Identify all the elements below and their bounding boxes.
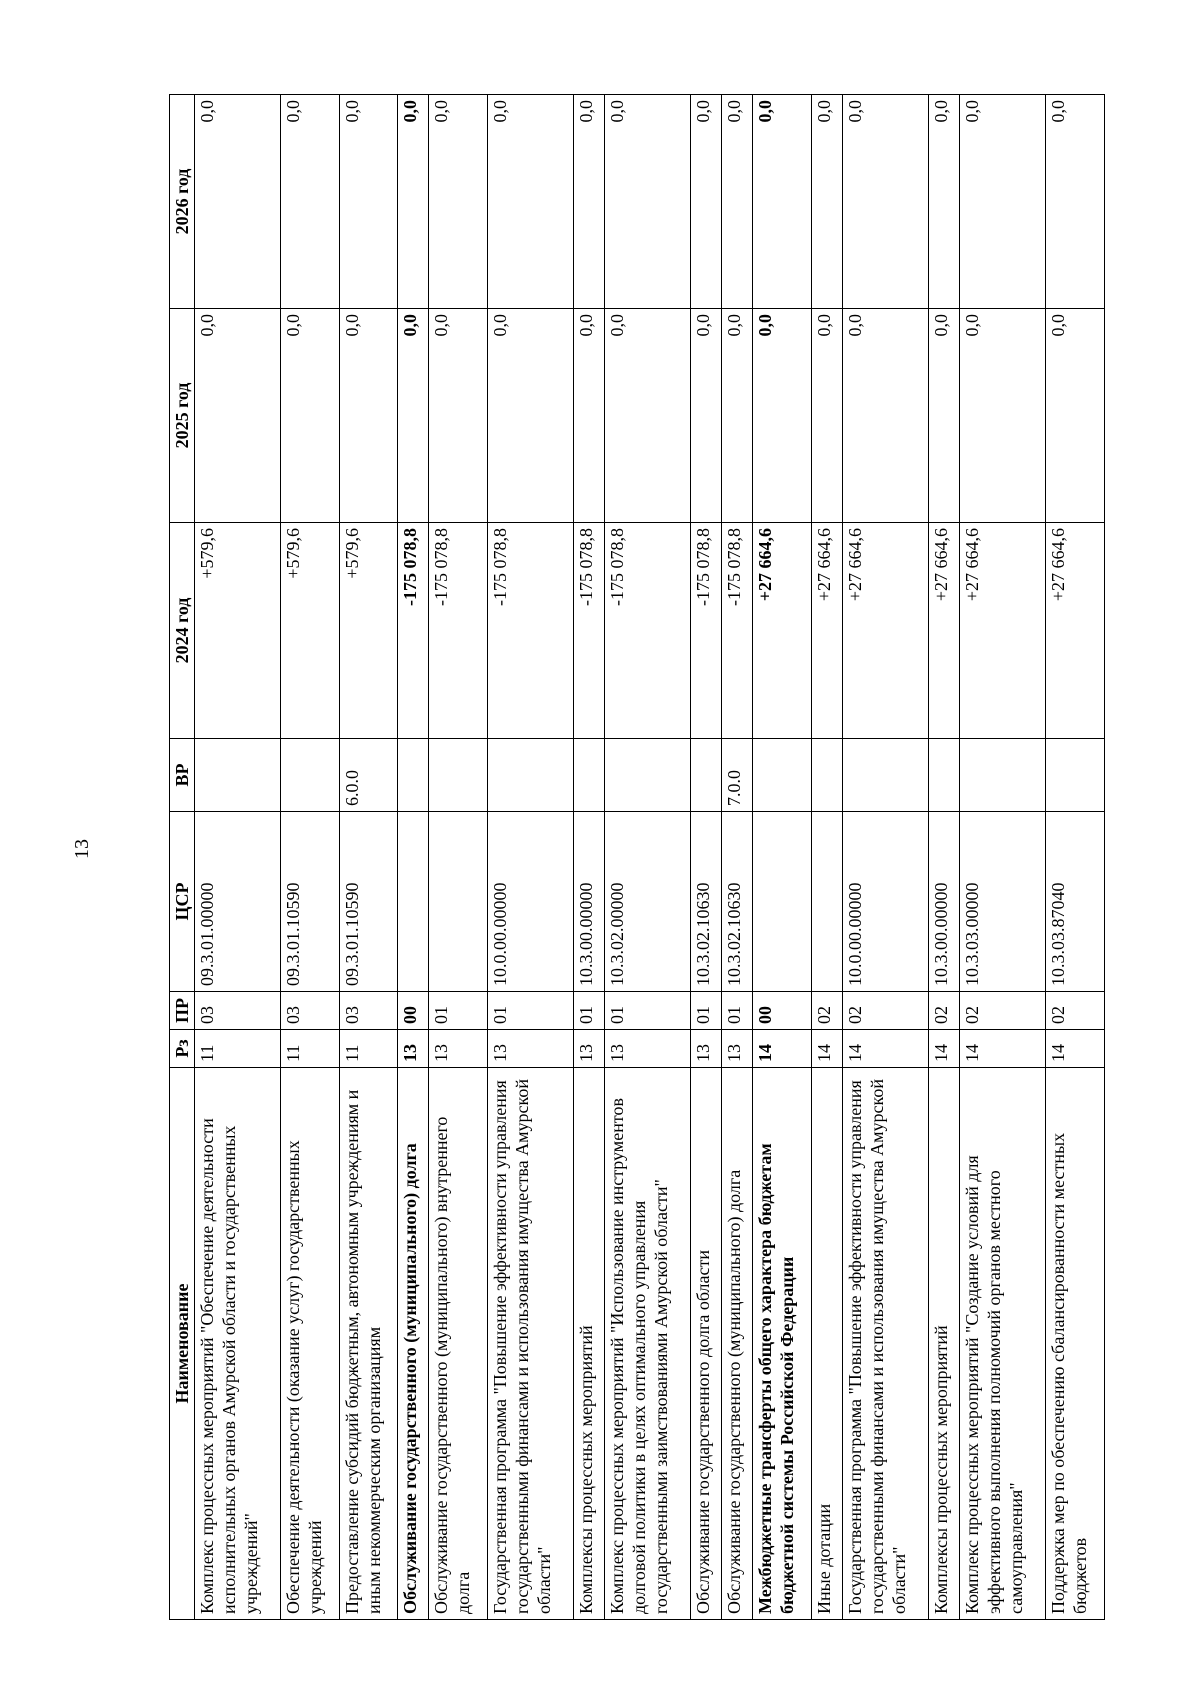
table-row [281, 95, 340, 1620]
table-row [753, 95, 812, 1620]
cell-2025: 0,0 [843, 309, 929, 523]
header-pr: ПР [170, 992, 195, 1030]
cell-2026: 0,0 [691, 95, 722, 309]
cell-2026: 0,0 [573, 95, 604, 309]
cell-vr [929, 739, 960, 812]
cell-pr: 02 [811, 992, 842, 1030]
cell-pr: 03 [281, 992, 340, 1030]
table-row [1046, 95, 1105, 1620]
cell-name: Поддержка мер по обеспечению сбалансированности местных бюджетов [1046, 1068, 1105, 1620]
table-body [195, 95, 1105, 1620]
cell-csr: 10.3.03.87040 [1046, 812, 1105, 992]
cell-pr: 01 [429, 992, 488, 1030]
cell-rz: 13 [691, 1030, 722, 1068]
cell-2024: -175 078,8 [398, 523, 429, 739]
rotated-table-container [169, 95, 1105, 1620]
cell-2026: 0,0 [339, 95, 398, 309]
cell-csr: 10.3.02.00000 [605, 812, 691, 992]
cell-vr [429, 739, 488, 812]
cell-csr [429, 812, 488, 992]
table-header-row [170, 95, 195, 1620]
cell-2024: +27 664,6 [843, 523, 929, 739]
cell-2024: -175 078,8 [605, 523, 691, 739]
cell-csr: 10.3.02.10630 [722, 812, 753, 992]
cell-2024: +579,6 [195, 523, 281, 739]
table-row [429, 95, 488, 1620]
page-number: 13 [71, 839, 93, 859]
cell-rz: 13 [573, 1030, 604, 1068]
header-csr: ЦСР [170, 812, 195, 992]
cell-csr: 10.3.00.00000 [929, 812, 960, 992]
cell-csr [753, 812, 812, 992]
table-row [339, 95, 398, 1620]
cell-rz: 14 [929, 1030, 960, 1068]
table-row [487, 95, 573, 1620]
cell-csr [811, 812, 842, 992]
cell-pr: 02 [1046, 992, 1105, 1030]
cell-vr [960, 739, 1046, 812]
cell-csr: 10.3.03.00000 [960, 812, 1046, 992]
cell-csr: 10.3.00.00000 [573, 812, 604, 992]
cell-2025: 0,0 [811, 309, 842, 523]
cell-2024: +27 664,6 [753, 523, 812, 739]
cell-2026: 0,0 [722, 95, 753, 309]
cell-vr [195, 739, 281, 812]
table-row [691, 95, 722, 1620]
cell-2025: 0,0 [722, 309, 753, 523]
table-row [195, 95, 281, 1620]
header-vr: ВР [170, 739, 195, 812]
cell-csr: 10.0.00.00000 [843, 812, 929, 992]
cell-rz: 13 [605, 1030, 691, 1068]
cell-pr: 03 [195, 992, 281, 1030]
table-row [398, 95, 429, 1620]
cell-csr [398, 812, 429, 992]
cell-2026: 0,0 [753, 95, 812, 309]
cell-2026: 0,0 [843, 95, 929, 309]
cell-vr [487, 739, 573, 812]
cell-2025: 0,0 [605, 309, 691, 523]
cell-vr [843, 739, 929, 812]
cell-vr: 6.0.0 [339, 739, 398, 812]
cell-vr [753, 739, 812, 812]
cell-name: Комплексы процессных мероприятий [573, 1068, 604, 1620]
cell-2026: 0,0 [811, 95, 842, 309]
cell-name: Обслуживание государственного долга области [691, 1068, 722, 1620]
cell-pr: 01 [605, 992, 691, 1030]
cell-2024: +27 664,6 [960, 523, 1046, 739]
cell-rz: 11 [195, 1030, 281, 1068]
cell-2025: 0,0 [339, 309, 398, 523]
cell-pr: 02 [960, 992, 1046, 1030]
header-2024: 2024 год [170, 523, 195, 739]
table-row [929, 95, 960, 1620]
cell-rz: 14 [960, 1030, 1046, 1068]
cell-pr: 01 [691, 992, 722, 1030]
cell-2026: 0,0 [195, 95, 281, 309]
header-name: Наименование [170, 1068, 195, 1620]
cell-rz: 13 [722, 1030, 753, 1068]
cell-rz: 14 [1046, 1030, 1105, 1068]
cell-vr [398, 739, 429, 812]
header-2026: 2026 год [170, 95, 195, 309]
cell-rz: 13 [398, 1030, 429, 1068]
table-row [605, 95, 691, 1620]
table-row [843, 95, 929, 1620]
cell-pr: 03 [339, 992, 398, 1030]
cell-vr [1046, 739, 1105, 812]
cell-2024: -175 078,8 [429, 523, 488, 739]
table-row [960, 95, 1046, 1620]
cell-2025: 0,0 [929, 309, 960, 523]
cell-2025: 0,0 [195, 309, 281, 523]
cell-rz: 14 [811, 1030, 842, 1068]
cell-pr: 01 [722, 992, 753, 1030]
cell-2025: 0,0 [281, 309, 340, 523]
cell-vr: 7.0.0 [722, 739, 753, 812]
cell-2025: 0,0 [691, 309, 722, 523]
cell-2025: 0,0 [573, 309, 604, 523]
cell-csr: 10.3.02.10630 [691, 812, 722, 992]
cell-2024: -175 078,8 [487, 523, 573, 739]
cell-2026: 0,0 [605, 95, 691, 309]
cell-vr [691, 739, 722, 812]
cell-2025: 0,0 [429, 309, 488, 523]
cell-2024: +27 664,6 [929, 523, 960, 739]
cell-2025: 0,0 [960, 309, 1046, 523]
cell-2026: 0,0 [487, 95, 573, 309]
cell-csr: 09.3.01.00000 [195, 812, 281, 992]
cell-2024: +27 664,6 [811, 523, 842, 739]
cell-name: Обслуживание государственного (муниципального) долга [398, 1068, 429, 1620]
cell-pr: 02 [929, 992, 960, 1030]
cell-2025: 0,0 [753, 309, 812, 523]
cell-2025: 0,0 [398, 309, 429, 523]
cell-csr: 09.3.01.10590 [281, 812, 340, 992]
cell-pr: 00 [753, 992, 812, 1030]
cell-2024: +27 664,6 [1046, 523, 1105, 739]
header-2025: 2025 год [170, 309, 195, 523]
table-row [811, 95, 842, 1620]
cell-rz: 11 [281, 1030, 340, 1068]
cell-pr: 02 [843, 992, 929, 1030]
cell-2024: +579,6 [281, 523, 340, 739]
cell-pr: 00 [398, 992, 429, 1030]
cell-csr: 10.0.00.00000 [487, 812, 573, 992]
cell-vr [281, 739, 340, 812]
cell-vr [573, 739, 604, 812]
cell-name: Обеспечение деятельности (оказание услуг) государственных учреждений [281, 1068, 340, 1620]
cell-rz: 14 [843, 1030, 929, 1068]
cell-rz: 13 [487, 1030, 573, 1068]
cell-2024: -175 078,8 [691, 523, 722, 739]
cell-2025: 0,0 [1046, 309, 1105, 523]
header-rz: Рз [170, 1030, 195, 1068]
cell-2026: 0,0 [929, 95, 960, 309]
cell-2024: +579,6 [339, 523, 398, 739]
cell-name: Комплекс процессных мероприятий "Использование инструментов долговой политики в целях оптимального управления государственными заимствованиями Амурской области" [605, 1068, 691, 1620]
cell-rz: 13 [429, 1030, 488, 1068]
cell-name: Предоставление субсидий бюджетным, автономным учреждениям и иным некоммерческим организациям [339, 1068, 398, 1620]
table-row [573, 95, 604, 1620]
cell-name: Обслуживание государственного (муниципального) внутреннего долга [429, 1068, 488, 1620]
cell-name: Комплексы процессных мероприятий [929, 1068, 960, 1620]
cell-rz: 11 [339, 1030, 398, 1068]
cell-name: Государственная программа "Повышение эффективности управления государственными финансами и использования имущества Амурской области" [843, 1068, 929, 1620]
cell-2026: 0,0 [281, 95, 340, 309]
cell-vr [605, 739, 691, 812]
cell-name: Комплекс процессных мероприятий "Обеспечение деятельности исполнительных органов Амурской области и государственных учреждений" [195, 1068, 281, 1620]
cell-pr: 01 [573, 992, 604, 1030]
cell-2025: 0,0 [487, 309, 573, 523]
cell-name: Обслуживание государственного (муниципального) долга [722, 1068, 753, 1620]
cell-rz: 14 [753, 1030, 812, 1068]
cell-vr [811, 739, 842, 812]
cell-name: Иные дотации [811, 1068, 842, 1620]
cell-csr: 09.3.01.10590 [339, 812, 398, 992]
cell-name: Межбюджетные трансферты общего характера бюджетам бюджетной системы Российской Федерации [753, 1068, 812, 1620]
cell-name: Комплекс процессных мероприятий "Создание условий для эффективного выполнения полномочий органов местного самоуправления" [960, 1068, 1046, 1620]
budget-table [169, 94, 1105, 1620]
cell-name: Государственная программа "Повышение эффективности управления государственными финансами и использования имущества Амурской области" [487, 1068, 573, 1620]
cell-2024: -175 078,8 [573, 523, 604, 739]
cell-2024: -175 078,8 [722, 523, 753, 739]
cell-2026: 0,0 [1046, 95, 1105, 309]
cell-2026: 0,0 [960, 95, 1046, 309]
cell-2026: 0,0 [398, 95, 429, 309]
cell-pr: 01 [487, 992, 573, 1030]
cell-2026: 0,0 [429, 95, 488, 309]
table-row [722, 95, 753, 1620]
